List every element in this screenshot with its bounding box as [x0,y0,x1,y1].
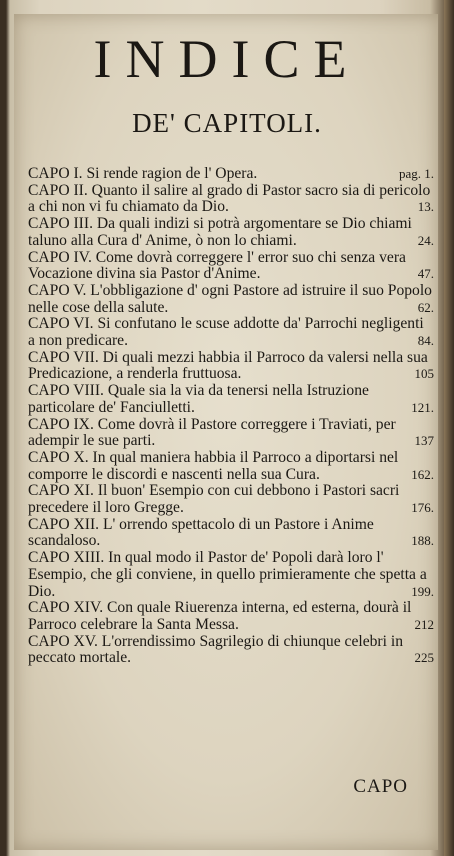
toc-entry [28,600,434,633]
toc-entry-text: CAPO XIV. Con quale Riuerenza interna, ed esterna, dourà il Parroco celebrare la Santa Messa. [28,599,412,633]
toc-entry [28,517,434,550]
toc-entry-text: CAPO IV. Come dovrà correggere l' error suo chi senza vera Vocazione divina sia Pastor d'Anime. [28,248,406,283]
toc-entry-page: 24. [417,232,434,248]
toc-entry-text: CAPO XIII. In qual modo il Pastor de' Popoli darà loro l' Esempio, che gli conviene, in quello primieramente che spetta a Dio. [28,549,427,600]
toc-entry-text: CAPO X. In qual maniera habbia il Parroco a diportarsi nel comporre le discordi e nascenti nella sua Cura. [28,448,399,483]
toc-entry [28,216,434,249]
toc-entry-page: 105 [414,366,434,382]
toc-entry-page: 62. [417,299,434,315]
toc-entry [28,417,434,450]
toc-entry-page: 225 [414,650,434,666]
toc-entry-text: CAPO IX. Come dovrà il Pastore correggere i Traviati, per adempir le sue parti. [28,415,396,450]
toc-entry-page: 199. [411,583,434,599]
table-of-contents [28,166,434,667]
catchword: CAPO [353,776,408,797]
toc-entry-page: 176. [411,500,434,516]
toc-entry-page: 212 [414,616,434,632]
toc-entry-page: 47. [417,266,434,282]
page-title: INDICE [93,29,361,89]
toc-entry [28,283,434,316]
toc-entry-text: CAPO I. Si rende ragion de l' Opera. [28,165,258,182]
toc-entry-page: 162. [411,466,434,482]
toc-entry [28,166,434,183]
toc-entry-text: CAPO III. Da quali indizi si potrà argomentare se Dio chiami taluno alla Cura d' Anime, ò non lo chiami. [28,215,412,249]
toc-entry-page: 13. [417,199,434,215]
toc-entry-page: 84. [417,333,434,349]
toc-entry-text: CAPO XV. L'orrendissimo Sagrilegio di chiunque celebri in peccato mortale. [28,632,403,667]
toc-entry [28,350,434,383]
toc-entry-text: CAPO V. L'obbligazione d' ogni Pastore ad istruire il suo Popolo nelle cose della salute. [28,281,432,316]
toc-entry [28,383,434,416]
toc-entry [28,250,434,283]
toc-entry-page: 137 [414,433,434,449]
toc-entry [28,550,434,600]
toc-entry-page: 188. [411,533,434,549]
toc-entry [28,183,434,216]
toc-entry-text: CAPO II. Quanto il salire al grado di Pastor sacro sia di pericolo a chi non vi fu chiamato da Dio. [28,181,431,216]
toc-entry-text: CAPO VI. Si confutano le scuse addotte da' Parrochi negligenti a non predicare. [28,315,424,350]
toc-entry-page: pag. 1. [398,166,434,181]
toc-entry-text: CAPO VII. Di quali mezzi habbia il Parroco da valersi nella sua Predicazione, a renderla fruttuosa. [28,348,428,383]
toc-entry-text: CAPO VIII. Quale sia la via da tenersi nella Istruzione particolare de' Fanciulletti. [28,382,369,416]
page-subtitle: DE' CAPITOLI. [132,108,322,138]
toc-entry [28,450,434,483]
toc-entry [28,316,434,349]
toc-entry-text: CAPO XI. Il buon' Esempio con cui debbono i Pastori sacri precedere il loro Gregge. [28,482,400,517]
toc-entry [28,483,434,516]
toc-entry [28,634,434,667]
toc-entry-page: 121. [411,399,434,415]
toc-entry-text: CAPO XII. L' orrendo spettacolo di un Pastore i Anime scandaloso. [28,515,374,550]
